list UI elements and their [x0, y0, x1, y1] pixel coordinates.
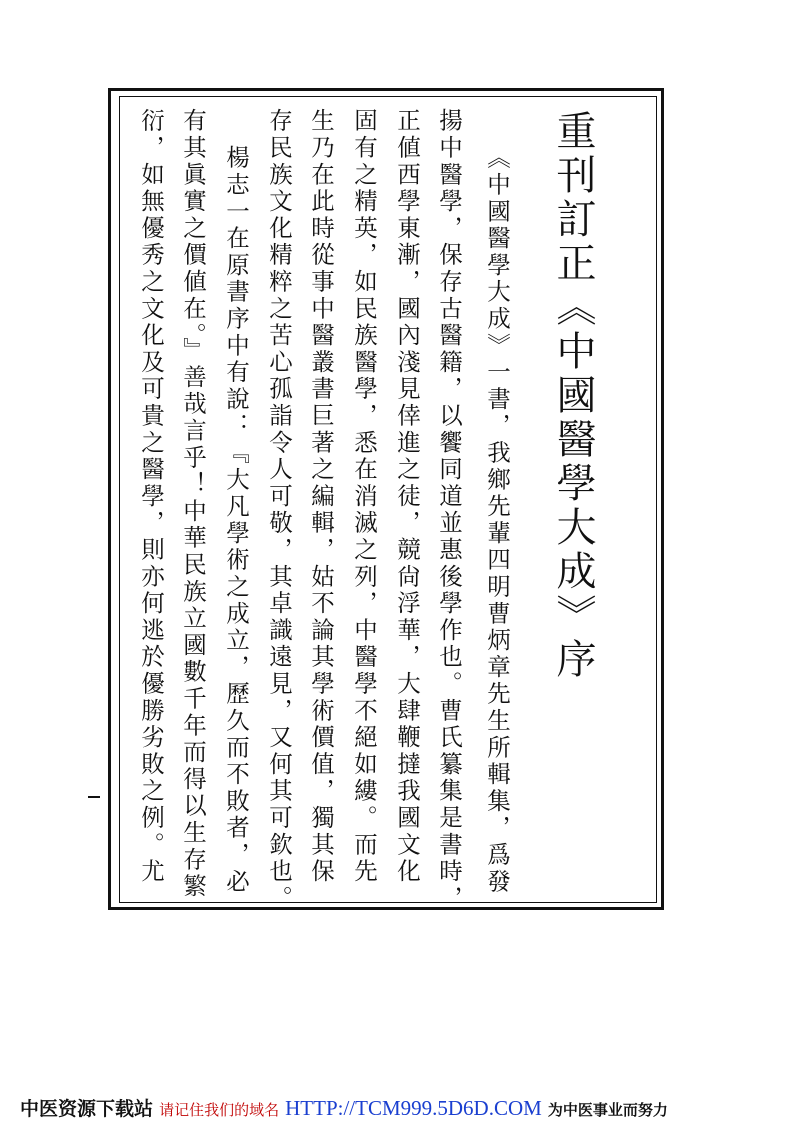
footer-slogan: 为中医事业而努力 — [547, 1101, 668, 1119]
page-title: 重刊訂正《中國醫學大成》序 — [550, 110, 596, 682]
footer-site-name: 中医资源下载站 — [20, 1098, 154, 1120]
footer-url-link[interactable]: HTTP://TCM999.5D6D.COM — [285, 1096, 542, 1120]
text-column-1: 《中國醫學大成》一書，我鄉先輩四明曹炳章先生所輯集，爲發 — [483, 145, 511, 896]
text-column-5: 生乃在此時從事中醫叢書巨著之編輯，姑不論其學術價值，獨其保 — [307, 108, 335, 886]
footer-reminder: 请记住我们的域名 — [159, 1101, 280, 1119]
text-column-7: 楊志一在原書序中有說：『大凡學術之成立，歷久而不敗者，必 — [222, 145, 250, 896]
text-column-3: 正値西學東漸，國內淺見倖進之徒，競尙浮華，大肆鞭撻我國文化 — [393, 108, 421, 886]
footer-banner — [20, 1094, 782, 1122]
text-column-8: 有其眞實之價値在。』善哉言乎！中華民族立國數千年而得以生存繁 — [179, 108, 207, 901]
text-column-9: 衍，如無優秀之文化及可貴之醫學，則亦何逃於優勝劣敗之例。尤 — [137, 108, 165, 886]
text-column-2: 揚中醫學，保存古醫籍，以饗同道並惠後學作也。曹氏纂集是書時， — [435, 108, 463, 912]
margin-mark — [88, 796, 100, 798]
text-column-6: 存民族文化精粹之苦心孤詣令人可敬，其卓識遠見，又何其可欽也。 — [265, 108, 293, 912]
text-column-4: 固有之精英，如民族醫學，悉在消滅之列，中醫學不絕如縷。而先 — [350, 108, 378, 886]
